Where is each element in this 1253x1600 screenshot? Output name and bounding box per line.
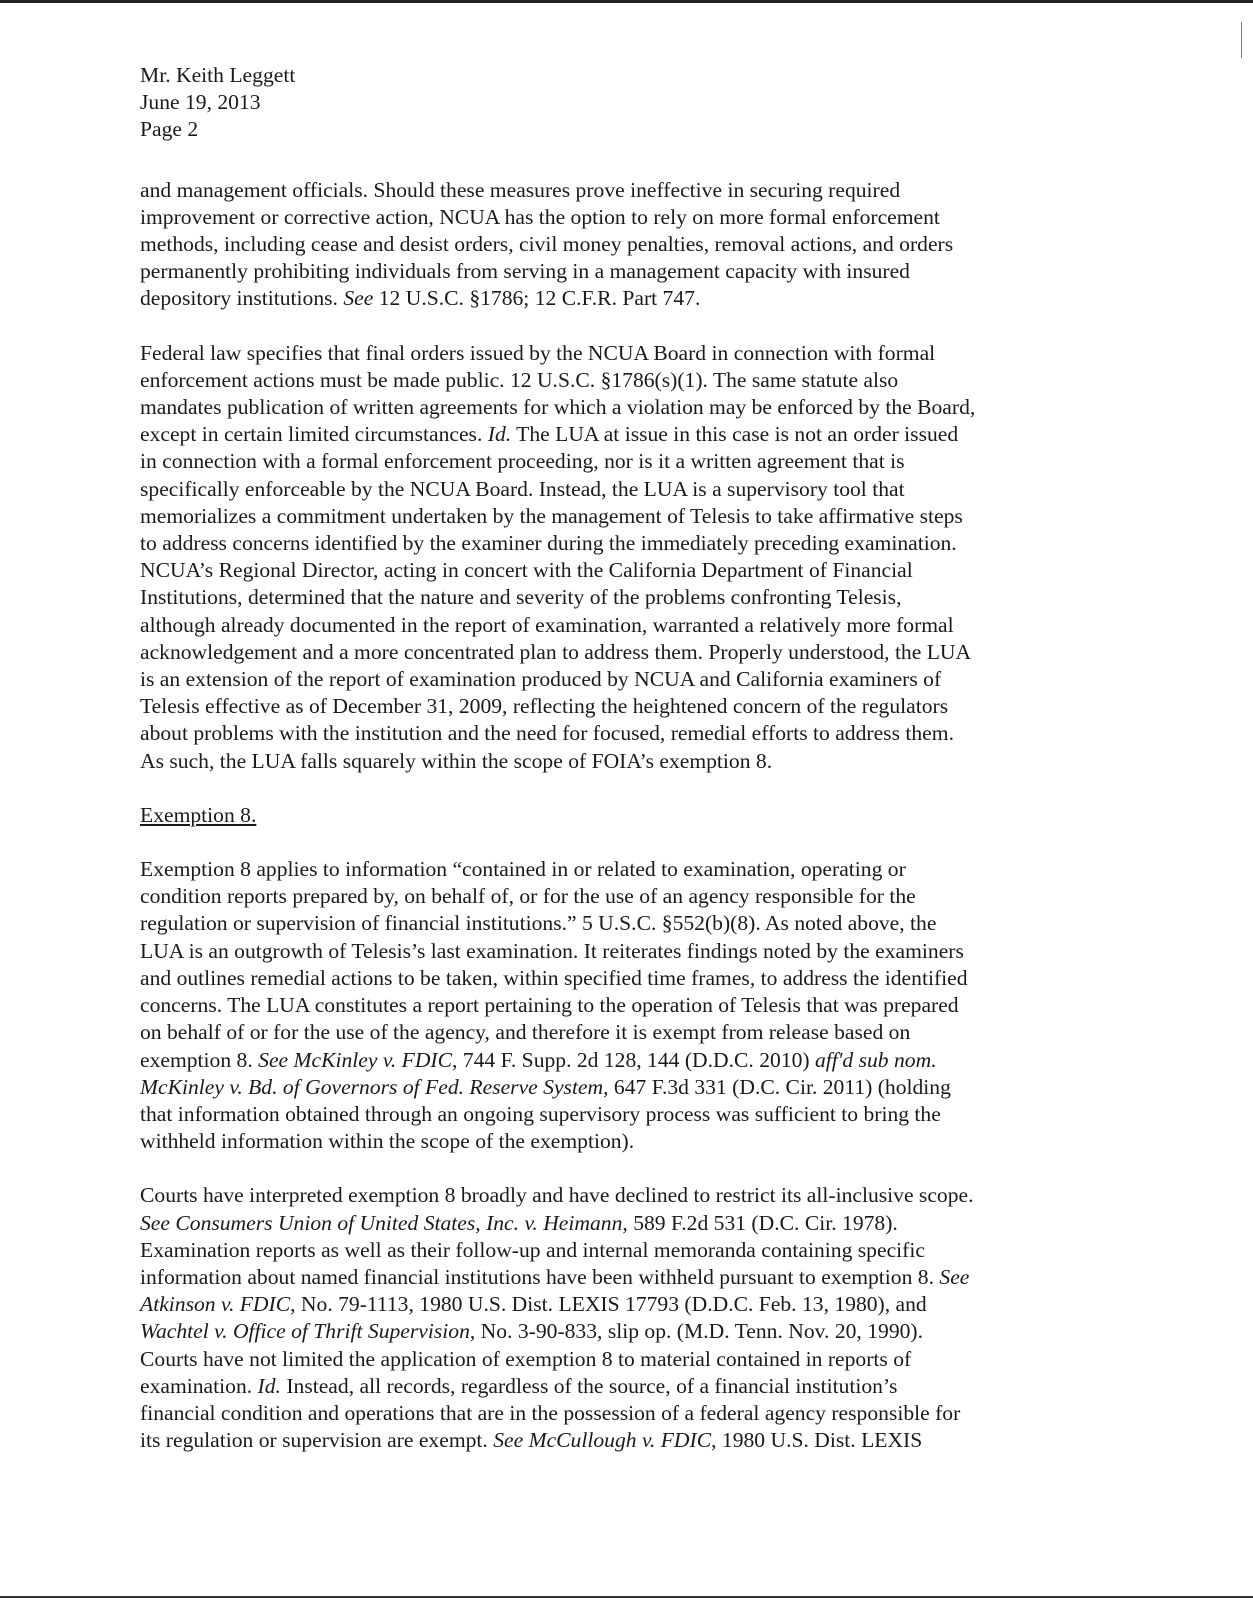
text-segment: , 1980 U.S. Dist. LEXIS (711, 1428, 923, 1453)
body-paragraph-p3 (140, 856, 1090, 1155)
text-line (140, 748, 1090, 775)
citation-italic: See Consumers Union of United States, Inc. v. Heimann (140, 1210, 623, 1235)
text-segment: examination. (140, 1373, 258, 1398)
text-line (140, 1318, 1090, 1345)
text-segment: Examination reports as well as their follow-up and internal memoranda containing specific (140, 1237, 925, 1262)
text-segment: except in certain limited circumstances. (140, 422, 488, 447)
text-line (140, 639, 1090, 666)
text-line (140, 1237, 1090, 1264)
text-segment: that information obtained through an ongoing supervisory process was sufficient to bring the (140, 1101, 941, 1126)
text-segment: improvement or corrective action, NCUA has the option to rely on more formal enforcement (140, 204, 940, 229)
text-segment: , 744 F. Supp. 2d 128, 144 (D.D.C. 2010) (452, 1047, 815, 1072)
recipient-name: Mr. Keith Leggett (140, 63, 296, 87)
scan-edge-right (1241, 22, 1242, 58)
text-line (140, 285, 1090, 312)
text-segment: condition reports prepared by, on behalf of, or for the use of an agency responsible for the (140, 884, 916, 909)
text-line (140, 448, 1090, 475)
text-segment: , No. 3-90-833, slip op. (M.D. Tenn. Nov. 20, 1990). (469, 1319, 924, 1344)
citation-italic: Atkinson v. FDIC (140, 1292, 291, 1317)
text-line (140, 204, 1090, 231)
citation-italic: McKinley v. Bd. of Governors of Fed. Reserve System (140, 1074, 604, 1099)
text-segment: Instead, all records, regardless of the source, of a financial institution’s (280, 1373, 898, 1398)
text-segment: permanently prohibiting individuals from serving in a management capacity with insured (140, 259, 910, 284)
text-line (140, 231, 1090, 258)
text-line (140, 340, 1090, 367)
text-line (140, 883, 1090, 910)
citation-italic: See McCullough v. FDIC (493, 1428, 712, 1453)
text-segment: , No. 79-1113, 1980 U.S. Dist. LEXIS 17793 (D.D.C. Feb. 13, 1980), and (290, 1292, 927, 1317)
text-segment: mandates publication of written agreements for which a violation may be enforced by the Board, (140, 395, 976, 420)
text-line (140, 938, 1090, 965)
text-segment: to address concerns identified by the examiner during the immediately preceding examination. (140, 531, 957, 556)
body-paragraph-p4 (140, 1182, 1090, 1454)
text-segment: Courts have interpreted exemption 8 broadly and have declined to restrict its all-inclusive scope. (140, 1183, 974, 1208)
section-heading: Exemption 8. (140, 802, 257, 827)
text-segment: The LUA at issue in this case is not an order issued (511, 422, 959, 447)
text-segment: is an extension of the report of examination produced by NCUA and California examiners of (140, 667, 942, 692)
text-line (140, 693, 1090, 720)
text-segment: financial condition and operations that are in the possession of a federal agency responsible for (140, 1400, 961, 1425)
citation-italic: Id. (487, 422, 512, 447)
text-line (140, 1182, 1090, 1209)
text-line (140, 1101, 1090, 1128)
text-segment: in connection with a formal enforcement proceeding, nor is it a written agreement that is (140, 449, 905, 474)
letter-page (140, 62, 1090, 1481)
text-segment: and management officials. Should these measures prove ineffective in securing required (140, 177, 901, 202)
text-line (140, 1291, 1090, 1318)
scan-edge-bottom (0, 1596, 1253, 1598)
citation-italic: See (939, 1264, 970, 1289)
text-line (140, 1047, 1090, 1074)
body-paragraph-p2 (140, 340, 1090, 775)
text-segment: NCUA’s Regional Director, acting in concert with the California Department of Financial (140, 558, 913, 583)
scan-edge-top (0, 0, 1253, 3)
text-line (140, 612, 1090, 639)
text-line (140, 1400, 1090, 1427)
text-segment: on behalf of or for the use of the agency, and therefore it is exempt from release based on (140, 1020, 911, 1045)
text-segment: specifically enforceable by the NCUA Board. Instead, the LUA is a supervisory tool that (140, 476, 905, 501)
text-line (140, 476, 1090, 503)
text-line (140, 394, 1090, 421)
text-segment: Federal law specifies that final orders issued by the NCUA Board in connection with formal (140, 340, 936, 365)
text-segment: and outlines remedial actions to be taken, within specified time frames, to address the identified (140, 965, 968, 990)
text-segment: , 647 F.3d 331 (D.C. Cir. 2011) (holding (603, 1074, 951, 1099)
text-segment: information about named financial institutions have been withheld pursuant to exemption 8. (140, 1264, 940, 1289)
text-line (140, 584, 1090, 611)
text-line (140, 258, 1090, 285)
text-line (140, 530, 1090, 557)
text-segment: LUA is an outgrowth of Telesis’s last examination. It reiterates findings noted by the examiners (140, 938, 964, 963)
text-segment: enforcement actions must be made public. 12 U.S.C. §1786(s)(1). The same statute also (140, 367, 899, 392)
text-line (140, 1373, 1090, 1400)
text-line (140, 367, 1090, 394)
text-segment: methods, including cease and desist orders, civil money penalties, removal actions, and orders (140, 232, 954, 257)
citation-italic: Id. (257, 1373, 281, 1398)
text-line (140, 992, 1090, 1019)
text-line (140, 557, 1090, 584)
citation-italic: See McKinley v. FDIC (258, 1047, 453, 1072)
text-segment: its regulation or supervision are exempt. (140, 1428, 494, 1453)
text-segment: Courts have not limited the application of exemption 8 to material contained in reports of (140, 1346, 912, 1371)
text-segment: exemption 8. (140, 1047, 259, 1072)
text-segment: As such, the LUA falls squarely within the scope of FOIA’s exemption 8. (140, 748, 773, 773)
text-segment: concerns. The LUA constitutes a report pertaining to the operation of Telesis that was prepared (140, 993, 959, 1018)
text-segment: depository institutions. (140, 286, 344, 311)
text-segment: , 589 F.2d 531 (D.C. Cir. 1978). (622, 1210, 898, 1235)
text-line (140, 910, 1090, 937)
text-line (140, 1074, 1090, 1101)
text-segment: regulation or supervision of financial institutions.” 5 U.S.C. §552(b)(8). As noted above, the (140, 911, 937, 936)
letter-date: June 19, 2013 (140, 90, 261, 115)
body-paragraph-p1 (140, 177, 1090, 313)
letter-header (140, 62, 1090, 144)
text-segment: although already documented in the report of examination, warranted a relatively more formal (140, 612, 954, 637)
text-line (140, 1128, 1090, 1155)
page-number: Page 2 (140, 117, 199, 142)
text-line (140, 1346, 1090, 1373)
text-segment: withheld information within the scope of the exemption). (140, 1129, 635, 1154)
text-line (140, 1019, 1090, 1046)
text-line (140, 421, 1090, 448)
text-line (140, 965, 1090, 992)
text-segment: Institutions, determined that the nature and severity of the problems confronting Telesis, (140, 585, 902, 610)
text-line (140, 503, 1090, 530)
text-line (140, 856, 1090, 883)
letter-body (140, 177, 1090, 1455)
text-segment: Telesis effective as of December 31, 2009, reflecting the heightened concern of the regulators (140, 694, 949, 719)
text-segment: about problems with the institution and the need for focused, remedial efforts to address them. (140, 721, 954, 746)
text-line (140, 177, 1090, 204)
text-line (140, 1264, 1090, 1291)
text-segment: Exemption 8 applies to information “contained in or related to examination, operating or (140, 857, 906, 882)
text-line (140, 720, 1090, 747)
text-segment: acknowledgement and a more concentrated plan to address them. Properly understood, the LUA (140, 639, 972, 664)
text-line (140, 1427, 1090, 1454)
text-segment: 12 U.S.C. §1786; 12 C.F.R. Part 747. (373, 286, 701, 311)
citation-italic: Wachtel v. Office of Thrift Supervision (140, 1319, 470, 1344)
citation-italic: aff'd sub nom. (815, 1047, 937, 1072)
text-line (140, 666, 1090, 693)
text-line (140, 1210, 1090, 1237)
text-segment: memorializes a commitment undertaken by the management of Telesis to take affirmative steps (140, 503, 963, 528)
citation-italic: See (343, 286, 374, 311)
